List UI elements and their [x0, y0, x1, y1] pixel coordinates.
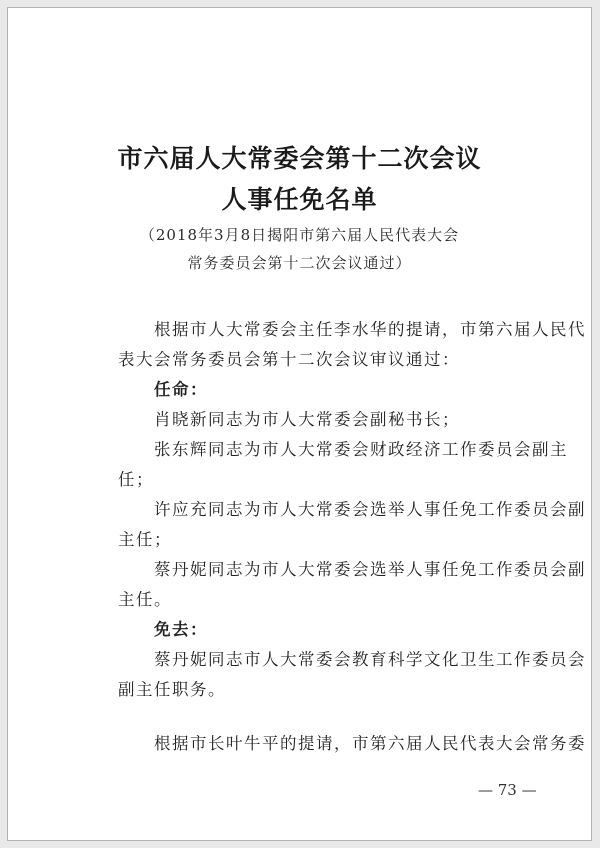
section-heading-remove: 免去：: [154, 620, 208, 639]
subtitle-line-2: 常务委员会第十二次会议通过）: [187, 254, 412, 272]
body-line: 表大会常务委员会第十二次会议审议通过：: [118, 350, 460, 369]
body-line: 蔡丹妮同志市人大常委会教育科学文化卫生工作委员会: [154, 650, 586, 669]
document-title-line-2: 人事任免名单: [221, 185, 378, 214]
body-line: 主任；: [118, 530, 172, 549]
document-page: [7, 7, 592, 841]
body-line: 许应充同志为市人大常委会选举人事任免工作委员会副: [154, 500, 586, 519]
subtitle-line-1: （2018年3月8日揭阳市第六届人民代表大会: [139, 226, 460, 244]
document-title-line-1: 市六届人大常委会第十二次会议: [117, 144, 482, 173]
body-line: 副主任职务。: [118, 680, 226, 699]
body-line: 肖晓新同志为市人大常委会副秘书长；: [154, 410, 460, 429]
body-line: 蔡丹妮同志为市人大常委会选举人事任免工作委员会副: [154, 560, 586, 579]
page-number: — 73 —: [478, 781, 537, 799]
section-heading-appoint: 任命：: [154, 380, 208, 399]
body-line: 张东辉同志为市人大常委会财政经济工作委员会副主: [154, 440, 568, 459]
body-line: 根据市人大常委会主任李水华的提请，市第六届人民代: [154, 320, 586, 339]
body-line: 根据市长叶牛平的提请，市第六届人民代表大会常务委: [154, 734, 586, 753]
body-line: 任；: [118, 470, 154, 489]
body-line: 主任。: [118, 590, 172, 609]
